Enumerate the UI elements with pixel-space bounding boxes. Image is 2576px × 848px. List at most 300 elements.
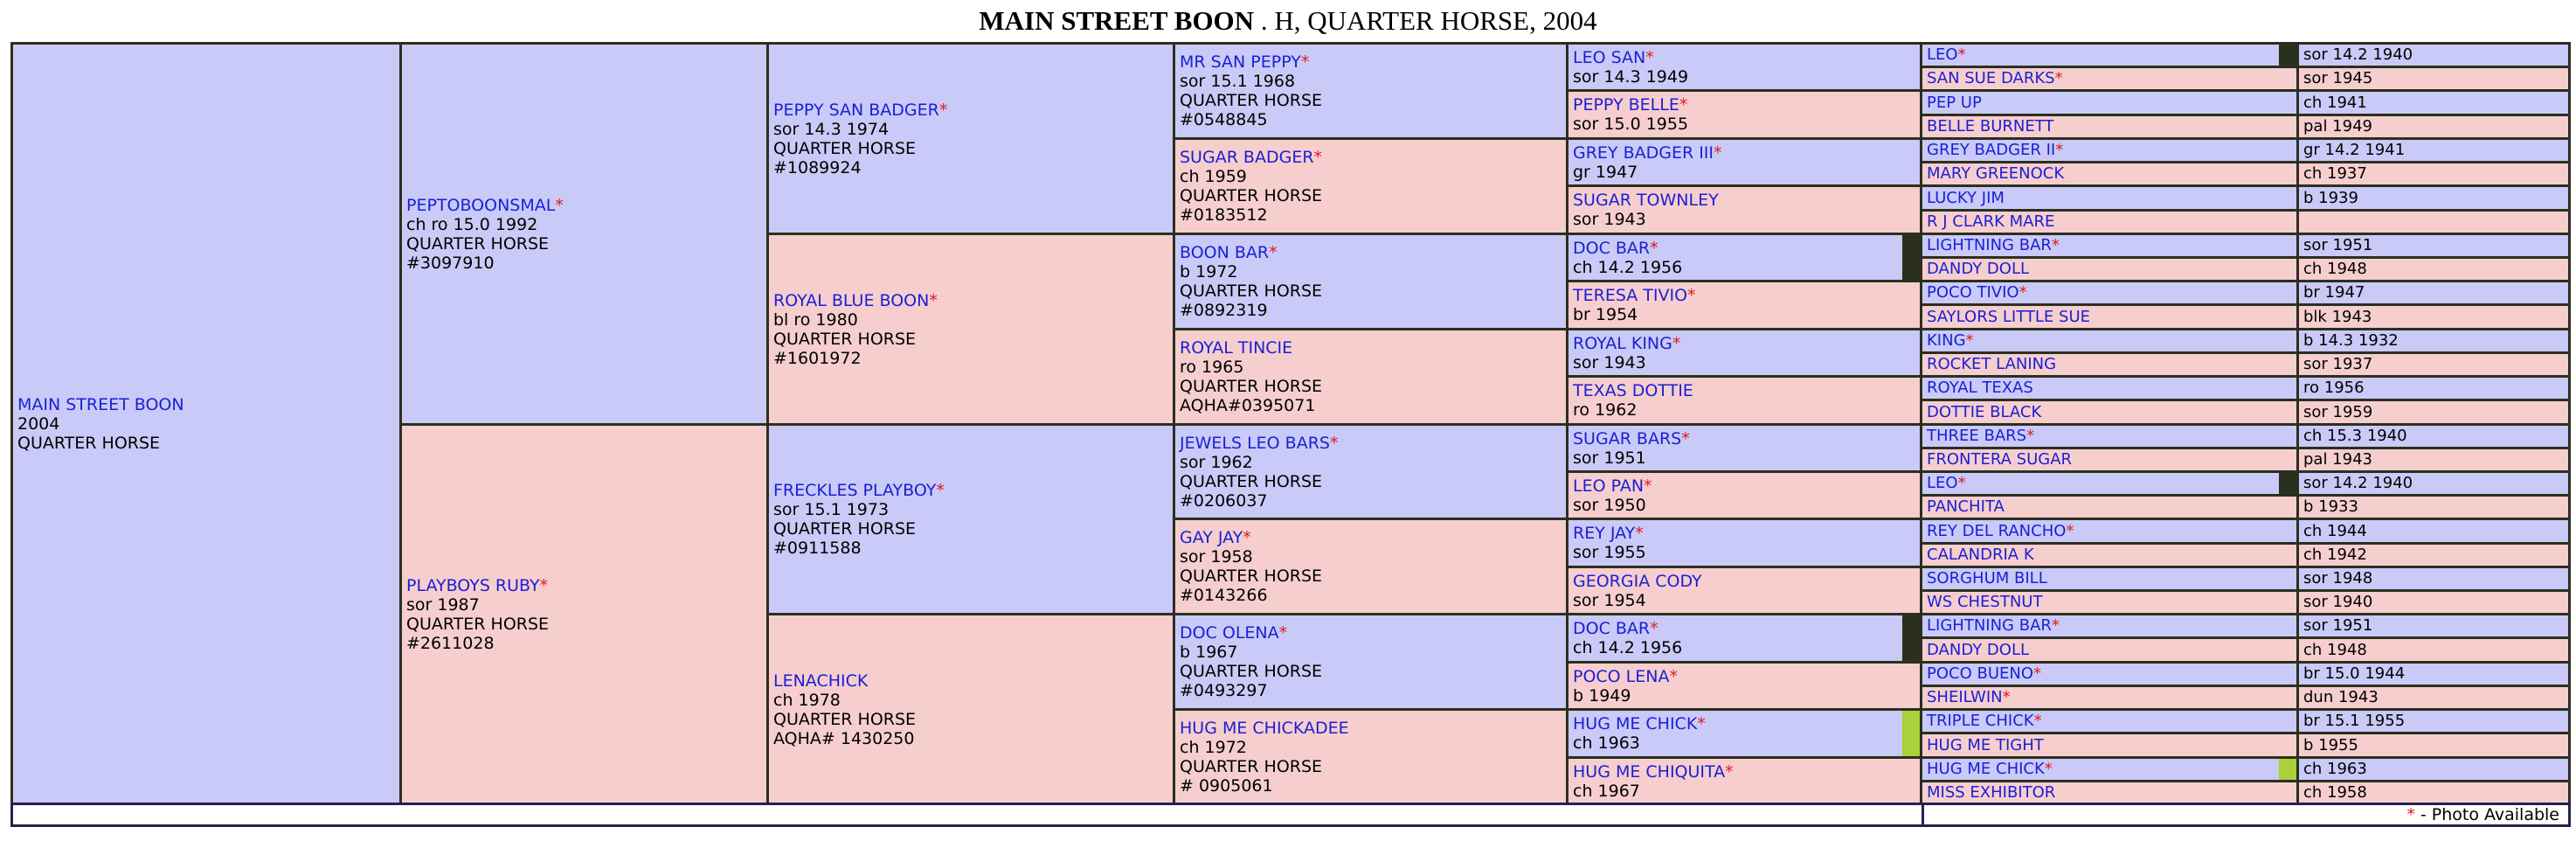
photo-star[interactable]: * xyxy=(1697,714,1706,733)
horse-detail-line: QUARTER HORSE xyxy=(1180,377,1323,396)
horse-name-link[interactable]: ROYAL TEXAS xyxy=(1927,379,2033,397)
gen5-ancestor-name-cell xyxy=(1922,615,2296,636)
horse-name-line xyxy=(1180,338,1566,358)
photo-star[interactable]: * xyxy=(1669,666,1678,686)
horse-detail-line: ch 14.2 1956 xyxy=(1573,638,1683,657)
gen5-ancestor-info-cell xyxy=(2299,473,2568,494)
gen5-ancestor-info-cell xyxy=(2299,497,2568,518)
gen5-ancestor-info-cell xyxy=(2299,378,2568,399)
horse-name-link[interactable]: LEO PAN xyxy=(1573,476,1645,496)
horse-name-line xyxy=(1180,243,1566,262)
horse-detail-line: ch ro 15.0 1992 xyxy=(406,214,538,234)
subject-name-link[interactable]: MAIN STREET BOON xyxy=(17,395,184,414)
gen5-ancestor-name-cell xyxy=(1922,568,2296,589)
photo-star[interactable]: * xyxy=(2002,688,2011,706)
horse-detail-line: ch 1963 xyxy=(1573,733,1640,753)
gen4-ancestor-cell xyxy=(1568,140,1920,184)
horse-name-link[interactable]: SAN SUE DARKS xyxy=(1927,69,2055,87)
gen5-ancestor-info-cell xyxy=(2299,545,2568,566)
horse-name-link[interactable]: CALANDRIA K xyxy=(1927,546,2034,564)
horse-name-link[interactable]: GREY BADGER II xyxy=(1927,141,2056,159)
horse-name-link[interactable]: LEO xyxy=(1927,45,1958,64)
horse-detail: sor 1940 xyxy=(2303,593,2373,611)
horse-name-link[interactable]: MARY GREENOCK xyxy=(1927,164,2065,183)
horse-name-link[interactable]: LIGHTNING BAR xyxy=(1927,616,2052,635)
horse-name-link[interactable]: POCO BUENO xyxy=(1927,664,2034,683)
gen4-ancestor-cell xyxy=(1568,711,1920,756)
photo-star[interactable]: * xyxy=(1687,286,1696,305)
horse-name-line xyxy=(1180,719,1566,738)
horse-detail-line: #0911588 xyxy=(773,539,862,558)
horse-detail-line: ch 1967 xyxy=(1573,781,1640,801)
horse-name-line xyxy=(1573,429,1920,448)
horse-name-link[interactable]: DANDY DOLL xyxy=(1927,640,2029,659)
great-grandparent-cell xyxy=(1175,615,1566,708)
horse-detail: ch 1941 xyxy=(2303,93,2367,112)
gen5-ancestor-name-cell xyxy=(1922,68,2296,89)
horse-detail: sor 1951 xyxy=(2303,616,2373,635)
photo-star[interactable]: * xyxy=(1650,238,1658,258)
gen4-ancestor-cell xyxy=(1568,759,1920,803)
horse-detail-line: AQHA# 1430250 xyxy=(773,728,915,748)
horse-detail-line: sor 1962 xyxy=(1180,452,1253,472)
great-grandparent-cell xyxy=(1175,711,1566,803)
great-grandparent-cell xyxy=(1175,45,1566,137)
gen5-ancestor-name-cell xyxy=(1922,187,2296,209)
title-details: . H, QUARTER HORSE, 2004 xyxy=(1254,5,1597,36)
gen4-ancestor-cell xyxy=(1568,426,1920,470)
gen5-ancestor-name-cell xyxy=(1922,687,2296,708)
inbreeding-marker xyxy=(1902,235,1920,280)
photo-star[interactable]: * xyxy=(2026,427,2035,445)
inbreeding-marker xyxy=(2279,45,2296,66)
horse-name-link[interactable]: PANCHITA xyxy=(1927,497,2005,516)
horse-detail: sor 1951 xyxy=(2303,236,2373,254)
horse-name-link[interactable]: DOC BAR xyxy=(1573,619,1651,638)
gen5-ancestor-info-cell xyxy=(2299,116,2568,137)
gen5-ancestor-info-cell xyxy=(2299,592,2568,613)
gen4-ancestor-cell xyxy=(1568,520,1920,566)
horse-detail: b 1955 xyxy=(2303,735,2358,754)
horse-name-link[interactable]: MISS EXHIBITOR xyxy=(1927,783,2056,802)
gen4-ancestor-cell xyxy=(1568,330,1920,375)
horse-name-link[interactable]: MR SAN PEPPY xyxy=(1180,52,1301,72)
horse-detail: b 14.3 1932 xyxy=(2303,331,2399,350)
page-title xyxy=(0,5,2576,37)
horse-name-link[interactable]: KING xyxy=(1927,331,1966,350)
horse-detail: sor 1937 xyxy=(2303,355,2373,373)
horse-name-link[interactable]: LEO SAN xyxy=(1573,47,1646,67)
gen5-ancestor-name-cell xyxy=(1922,378,2296,399)
photo-star[interactable]: * xyxy=(539,576,549,595)
horse-name-line xyxy=(1573,667,1920,686)
gen5-ancestor-name-cell xyxy=(1922,116,2296,137)
horse-detail: ch 15.3 1940 xyxy=(2303,427,2407,445)
grandparent-cell xyxy=(769,45,1173,233)
photo-star[interactable]: * xyxy=(1313,148,1323,167)
gen5-ancestor-info-cell xyxy=(2299,734,2568,756)
horse-name-line xyxy=(1573,239,1920,258)
photo-available-legend xyxy=(2406,805,2559,824)
horse-name-link[interactable]: GREY BADGER III xyxy=(1573,142,1714,163)
horse-detail-line: sor 15.1 1973 xyxy=(773,500,890,519)
horse-name-line xyxy=(1180,52,1566,72)
gen5-ancestor-name-cell xyxy=(1922,782,2296,803)
gen5-ancestor-info-cell xyxy=(2299,782,2568,803)
legend-text: - Photo Available xyxy=(2414,805,2559,824)
inbreeding-marker xyxy=(1902,615,1920,661)
photo-star[interactable]: * xyxy=(1965,331,1974,350)
horse-detail-line: sor 1943 xyxy=(1573,352,1646,372)
horse-name-link[interactable]: TEXAS DOTTIE xyxy=(1573,381,1693,400)
photo-star[interactable]: * xyxy=(2051,616,2060,635)
photo-star[interactable]: * xyxy=(1650,619,1658,638)
gen5-ancestor-name-cell xyxy=(1922,212,2296,233)
horse-name-link[interactable]: JEWELS LEO BARS xyxy=(1180,433,1330,453)
gen5-ancestor-info-cell xyxy=(2299,354,2568,375)
footer-divider xyxy=(1922,805,1924,824)
footer-bar xyxy=(10,803,2571,827)
horse-name-line xyxy=(1573,143,1920,163)
photo-star[interactable]: * xyxy=(2055,141,2064,159)
horse-detail-line: QUARTER HORSE xyxy=(406,615,550,634)
horse-detail-line: sor 14.3 1949 xyxy=(1573,66,1689,87)
gen5-ancestor-info-cell xyxy=(2299,330,2568,351)
horse-name-link[interactable]: SAYLORS LITTLE SUE xyxy=(1927,307,2090,326)
horse-name-link[interactable]: SHEILWIN xyxy=(1927,688,2003,706)
horse-name-link[interactable]: DOC BAR xyxy=(1573,238,1651,258)
horse-name-link[interactable]: DOTTIE BLACK xyxy=(1927,402,2042,421)
horse-detail: sor 14.2 1940 xyxy=(2303,474,2413,492)
photo-star[interactable]: * xyxy=(1957,45,1966,64)
horse-detail: br 1947 xyxy=(2303,283,2365,302)
photo-star[interactable]: * xyxy=(1672,333,1681,353)
horse-detail-line: AQHA#0395071 xyxy=(1180,396,1316,415)
horse-name-line xyxy=(773,101,1173,120)
photo-star[interactable]: * xyxy=(1679,95,1688,115)
horse-name-line xyxy=(1573,191,1920,210)
horse-detail: ch 1942 xyxy=(2303,546,2367,564)
horse-detail: pal 1943 xyxy=(2303,450,2372,469)
horse-detail-line: sor 1958 xyxy=(1180,547,1253,566)
horse-detail-line: sor 1987 xyxy=(406,595,480,615)
photo-star[interactable]: * xyxy=(2033,712,2042,730)
horse-detail-line: ch 1972 xyxy=(1180,738,1247,757)
photo-star[interactable]: * xyxy=(2044,760,2053,778)
gen5-ancestor-name-cell xyxy=(1922,401,2296,423)
grandparent-cell xyxy=(769,615,1173,803)
photo-star[interactable]: * xyxy=(929,290,938,310)
gen5-ancestor-info-cell xyxy=(2299,449,2568,470)
photo-star[interactable]: * xyxy=(1300,52,1310,72)
subject-horse-cell xyxy=(13,45,399,803)
horse-name-link[interactable]: POCO LENA xyxy=(1573,666,1670,686)
horse-name-link[interactable]: GEORGIA CODY xyxy=(1573,571,1702,591)
horse-detail-line: sor 1955 xyxy=(1573,543,1646,562)
gen4-ancestor-cell xyxy=(1568,615,1920,661)
horse-detail-line: #0548845 xyxy=(1180,110,1268,129)
horse-detail: sor 1948 xyxy=(2303,569,2373,587)
title-horse-name: MAIN STREET BOON xyxy=(979,5,1255,36)
horse-detail-line: sor 14.3 1974 xyxy=(773,119,890,139)
horse-detail-line: # 0905061 xyxy=(1180,776,1273,796)
horse-name-link[interactable]: ROYAL BLUE BOON xyxy=(773,290,930,310)
gen5-ancestor-name-cell xyxy=(1922,330,2296,351)
horse-name-line xyxy=(1573,95,1920,115)
horse-name-line xyxy=(406,576,766,595)
gen5-ancestor-name-cell xyxy=(1922,306,2296,328)
photo-star[interactable]: * xyxy=(1635,524,1644,543)
photo-star[interactable]: * xyxy=(2019,283,2027,302)
horse-name-link[interactable]: LEO xyxy=(1927,474,1958,492)
grandparent-cell xyxy=(769,426,1173,613)
gen5-ancestor-name-cell xyxy=(1922,759,2296,780)
gen5-ancestor-info-cell xyxy=(2299,45,2568,66)
horse-detail-line: QUARTER HORSE xyxy=(1180,91,1323,110)
horse-detail: b 1933 xyxy=(2303,497,2358,516)
horse-name-link[interactable]: TERESA TIVIO xyxy=(1573,286,1688,305)
photo-star[interactable]: * xyxy=(2066,521,2074,540)
horse-name-line xyxy=(1180,528,1566,547)
gen5-ancestor-info-cell xyxy=(2299,187,2568,209)
gen5-ancestor-name-cell xyxy=(1922,92,2296,114)
legend-star: * xyxy=(2406,805,2415,824)
horse-name-link[interactable]: REY JAY xyxy=(1573,524,1636,543)
horse-detail-line: QUARTER HORSE xyxy=(1180,471,1323,491)
horse-detail-line: #0143266 xyxy=(1180,586,1268,605)
gen5-ancestor-info-cell xyxy=(2299,568,2568,589)
great-grandparent-cell xyxy=(1175,426,1566,518)
horse-detail-line: sor 1943 xyxy=(1573,210,1646,229)
horse-detail-line: #3097910 xyxy=(406,253,495,273)
horse-detail-line: #0206037 xyxy=(1180,490,1268,511)
gen5-ancestor-name-cell xyxy=(1922,734,2296,756)
gen4-ancestor-cell xyxy=(1568,378,1920,423)
horse-name-link[interactable]: BOON BAR xyxy=(1180,243,1270,262)
photo-star[interactable]: * xyxy=(1269,243,1278,262)
horse-detail-line: ro 1962 xyxy=(1573,400,1638,420)
horse-detail-line: QUARTER HORSE xyxy=(1180,757,1323,776)
horse-detail-line: QUARTER HORSE xyxy=(406,233,550,254)
gen5-ancestor-info-cell xyxy=(2299,163,2568,184)
horse-detail-line: QUARTER HORSE xyxy=(773,329,917,349)
gen5-ancestor-info-cell xyxy=(2299,711,2568,732)
great-grandparent-cell xyxy=(1175,330,1566,423)
horse-name-link[interactable]: ROCKET LANING xyxy=(1927,355,2057,373)
subject-name-line xyxy=(17,395,399,414)
photo-star[interactable]: * xyxy=(2051,236,2060,254)
horse-detail-line: #1601972 xyxy=(773,348,862,368)
horse-name-link[interactable]: HUG ME CHIQUITA xyxy=(1573,761,1726,782)
horse-name-link[interactable]: BELLE BURNETT xyxy=(1927,117,2054,136)
gen5-ancestor-info-cell xyxy=(2299,282,2568,303)
gen5-ancestor-info-cell xyxy=(2299,639,2568,661)
gen5-ancestor-info-cell xyxy=(2299,664,2568,685)
photo-star[interactable]: * xyxy=(2033,664,2042,683)
photo-star[interactable]: * xyxy=(1645,47,1654,67)
horse-name-link[interactable]: TRIPLE CHICK xyxy=(1927,712,2034,730)
horse-detail: ch 1958 xyxy=(2303,783,2367,802)
gen5-ancestor-name-cell xyxy=(1922,354,2296,375)
horse-name-link[interactable]: LUCKY JIM xyxy=(1927,188,2005,207)
great-grandparent-cell xyxy=(1175,140,1566,233)
horse-detail-line: #0493297 xyxy=(1180,681,1268,700)
sire-cell xyxy=(402,45,766,423)
horse-name-link[interactable]: WS CHESTNUT xyxy=(1927,593,2043,611)
gen4-ancestor-cell xyxy=(1568,235,1920,280)
horse-name-link[interactable]: HUG ME CHICKADEE xyxy=(1180,719,1349,738)
horse-detail: br 15.1 1955 xyxy=(2303,712,2406,730)
horse-name-link[interactable]: LENACHICK xyxy=(773,671,869,691)
horse-name-link[interactable]: LIGHTNING BAR xyxy=(1927,236,2052,254)
horse-name-link[interactable]: DOC OLENA xyxy=(1180,623,1279,643)
horse-name-link[interactable]: DANDY DOLL xyxy=(1927,260,2029,278)
photo-star[interactable]: * xyxy=(1243,528,1251,547)
horse-detail: ch 1963 xyxy=(2303,760,2367,778)
photo-star[interactable]: * xyxy=(1714,142,1722,163)
gen5-ancestor-info-cell xyxy=(2299,235,2568,256)
gen5-ancestor-name-cell xyxy=(1922,282,2296,303)
photo-star[interactable]: * xyxy=(1725,761,1734,782)
gen5-ancestor-info-cell xyxy=(2299,759,2568,780)
horse-name-link[interactable]: SUGAR TOWNLEY xyxy=(1573,191,1719,210)
horse-name-line xyxy=(1180,623,1566,643)
horse-detail-line: sor 15.0 1955 xyxy=(1573,115,1689,134)
photo-star[interactable]: * xyxy=(555,195,564,215)
horse-detail-line: b 1967 xyxy=(1180,643,1238,662)
horse-detail-line: QUARTER HORSE xyxy=(1180,282,1323,301)
horse-name-link[interactable]: SUGAR BARS xyxy=(1573,428,1682,448)
horse-detail-line: ro 1965 xyxy=(1180,358,1244,377)
grandparent-cell xyxy=(769,235,1173,423)
horse-name-link[interactable]: SUGAR BADGER xyxy=(1180,148,1314,167)
gen5-ancestor-name-cell xyxy=(1922,473,2296,494)
subject-detail-line: QUARTER HORSE xyxy=(17,434,161,453)
photo-star[interactable]: * xyxy=(1957,474,1966,492)
great-grandparent-cell xyxy=(1175,235,1566,328)
horse-detail-line: ch 14.2 1956 xyxy=(1573,257,1683,277)
gen5-ancestor-name-cell xyxy=(1922,235,2296,256)
photo-star[interactable]: * xyxy=(936,481,945,500)
horse-detail-line: QUARTER HORSE xyxy=(1180,566,1323,586)
horse-name-link[interactable]: PEPTOBOONSMAL xyxy=(406,195,556,215)
horse-name-link[interactable]: REY DEL RANCHO xyxy=(1927,521,2067,540)
horse-name-line xyxy=(406,196,766,215)
horse-name-line xyxy=(773,481,1173,500)
horse-detail-line: gr 1947 xyxy=(1573,162,1638,182)
horse-detail-line: QUARTER HORSE xyxy=(773,709,917,729)
photo-star[interactable]: * xyxy=(1278,623,1288,643)
horse-detail: blk 1943 xyxy=(2303,307,2372,326)
photo-star[interactable]: * xyxy=(1644,476,1652,496)
gen5-ancestor-info-cell xyxy=(2299,259,2568,280)
horse-name-line xyxy=(1180,434,1566,453)
horse-name-link[interactable]: PEPPY BELLE xyxy=(1573,95,1679,115)
gen4-ancestor-cell xyxy=(1568,92,1920,137)
horse-name-line xyxy=(773,291,1173,310)
horse-detail-line: QUARTER HORSE xyxy=(1180,662,1323,681)
horse-detail-line: sor 1950 xyxy=(1573,495,1646,515)
photo-star[interactable]: * xyxy=(1681,428,1690,448)
horse-detail-line: #1089924 xyxy=(773,157,862,177)
gen5-ancestor-name-cell xyxy=(1922,497,2296,518)
horse-name-line xyxy=(1573,476,1920,496)
horse-name-link[interactable]: SORGHUM BILL xyxy=(1927,569,2047,587)
photo-star[interactable]: * xyxy=(1329,433,1339,453)
photo-star[interactable]: * xyxy=(938,100,948,120)
horse-name-line xyxy=(1573,524,1920,543)
horse-detail: ro 1956 xyxy=(2303,379,2365,397)
inbreeding-marker xyxy=(2279,759,2296,780)
horse-name-link[interactable]: THREE BARS xyxy=(1927,427,2027,445)
photo-star[interactable]: * xyxy=(2054,69,2063,87)
gen5-ancestor-info-cell xyxy=(2299,687,2568,708)
horse-detail-line: #0183512 xyxy=(1180,205,1268,225)
horse-name-link[interactable]: PEP UP xyxy=(1927,93,1982,112)
horse-detail-line: ch 1959 xyxy=(1180,167,1247,186)
gen5-ancestor-info-cell xyxy=(2299,212,2568,233)
horse-name-link[interactable]: FRONTERA SUGAR xyxy=(1927,450,2073,469)
horse-detail: sor 1945 xyxy=(2303,69,2373,87)
horse-name-link[interactable]: FRECKLES PLAYBOY xyxy=(773,481,937,500)
gen5-ancestor-name-cell xyxy=(1922,592,2296,613)
horse-name-link[interactable]: GAY JAY xyxy=(1180,528,1243,547)
horse-detail: b 1939 xyxy=(2303,188,2358,207)
horse-name-link[interactable]: PEPPY SAN BADGER xyxy=(773,100,939,120)
horse-detail-line: bl ro 1980 xyxy=(773,309,858,330)
gen5-ancestor-info-cell xyxy=(2299,615,2568,636)
dam-cell xyxy=(402,426,766,803)
horse-detail: dun 1943 xyxy=(2303,688,2379,706)
gen4-ancestor-cell xyxy=(1568,282,1920,328)
horse-detail: gr 14.2 1941 xyxy=(2303,141,2406,159)
horse-detail-line: #0892319 xyxy=(1180,301,1268,320)
horse-name-link[interactable]: ROYAL TINCIE xyxy=(1180,338,1293,358)
gen5-ancestor-info-cell xyxy=(2299,520,2568,542)
gen5-ancestor-name-cell xyxy=(1922,639,2296,661)
gen5-ancestor-info-cell xyxy=(2299,68,2568,89)
horse-detail: br 15.0 1944 xyxy=(2303,664,2406,683)
horse-detail: ch 1944 xyxy=(2303,521,2367,540)
horse-name-line xyxy=(1573,619,1920,638)
horse-name-line xyxy=(1573,334,1920,353)
horse-name-link[interactable]: PLAYBOYS RUBY xyxy=(406,576,540,595)
gen5-ancestor-info-cell xyxy=(2299,426,2568,447)
horse-name-line xyxy=(1573,762,1920,782)
horse-name-line xyxy=(773,671,1173,691)
pedigree-chart xyxy=(10,42,2571,827)
gen5-ancestor-name-cell xyxy=(1922,163,2296,184)
gen4-ancestor-cell xyxy=(1568,45,1920,89)
horse-name-link[interactable]: HUG ME CHICK xyxy=(1573,714,1698,733)
horse-detail-line: sor 1951 xyxy=(1573,448,1646,468)
horse-detail-line: sor 15.1 1968 xyxy=(1180,72,1296,91)
gen5-ancestor-name-cell xyxy=(1922,545,2296,566)
horse-name-link[interactable]: HUG ME CHICK xyxy=(1927,760,2045,778)
inbreeding-marker xyxy=(2279,473,2296,494)
horse-detail-line: br 1954 xyxy=(1573,305,1638,324)
gen4-ancestor-cell xyxy=(1568,473,1920,518)
horse-name-link[interactable]: HUG ME TIGHT xyxy=(1927,735,2044,754)
horse-name-line xyxy=(1573,381,1920,400)
gen5-ancestor-info-cell xyxy=(2299,140,2568,161)
horse-name-link[interactable]: POCO TIVIO xyxy=(1927,283,2019,302)
gen5-ancestor-name-cell xyxy=(1922,449,2296,470)
horse-name-line xyxy=(1573,714,1920,733)
horse-name-link[interactable]: R J CLARK MARE xyxy=(1927,212,2055,231)
horse-name-link[interactable]: ROYAL KING xyxy=(1573,333,1672,353)
gen5-ancestor-info-cell xyxy=(2299,401,2568,423)
